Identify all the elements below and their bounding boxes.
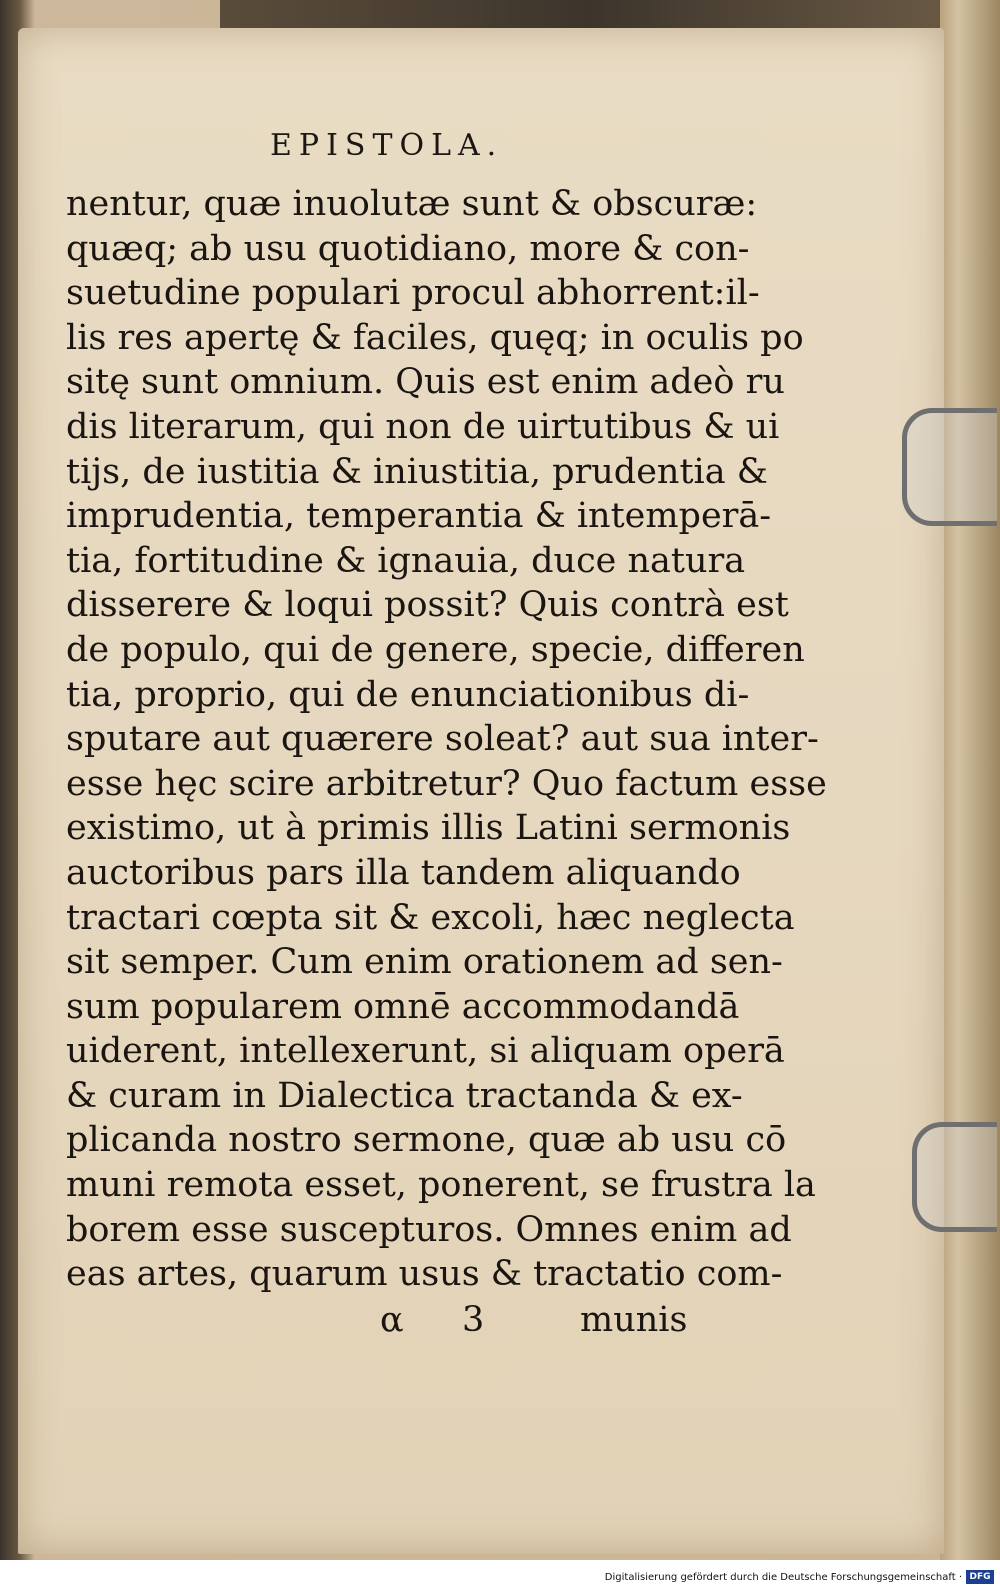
text-line: auctoribus pars illa tandem aliquando (66, 852, 741, 893)
page-clip-bottom (912, 1122, 997, 1232)
text-line: sitę sunt omnium. Quis est enim adeò ru (66, 362, 785, 403)
text-line: existimo, ut à primis illis Latini sermonis (66, 808, 791, 849)
signature-mark: α (380, 1300, 404, 1340)
running-head: EPISTOLA. (270, 128, 504, 163)
text-line: dis literarum, qui non de uirtutibus & ui (66, 406, 780, 447)
text-line: uiderent, intellexerunt, si aliquam operā (66, 1031, 785, 1072)
text-line: plicanda nostro sermone, quæ ab usu cō (66, 1120, 787, 1161)
text-line: & curam in Dialectica tractanda & ex- (66, 1075, 743, 1116)
text-line: disserere & loqui possit? Quis contrà est (66, 585, 789, 626)
text-line: esse hęc scire arbitretur? Quo factum esse (66, 763, 827, 804)
text-line: lis res apertę & faciles, quęq; in oculis po (66, 317, 804, 358)
text-line: borem esse suscepturos. Omnes enim ad (66, 1209, 792, 1250)
catchword: munis (580, 1300, 688, 1340)
dfg-logo-icon: DFG (966, 1570, 994, 1584)
page-clip-top (902, 408, 997, 526)
text-line: quæq; ab usu quotidiano, more & con- (66, 228, 750, 269)
text-line: tia, proprio, qui de enunciationibus di- (66, 674, 750, 715)
text-line: de populo, qui de genere, specie, differen (66, 629, 805, 670)
text-line: sputare aut quærere soleat? aut sua inter- (66, 719, 819, 760)
digitization-credit: Digitalisierung gefördert durch die Deutsche Forschungsgemeinschaft · (604, 1572, 962, 1583)
text-line: suetudine populari procul abhorrent:il- (66, 273, 760, 314)
text-line: imprudentia, temperantia & intemperā- (66, 496, 772, 537)
text-line: tia, fortitudine & ignauia, duce natura (66, 540, 746, 581)
page-number: 3 (462, 1300, 485, 1340)
page-footer (0, 1300, 1000, 1340)
text-line: eas artes, quarum usus & tractatio com- (66, 1254, 783, 1295)
text-line: tijs, de iustitia & iniustitia, prudentia & (66, 451, 768, 492)
text-block (66, 182, 827, 1297)
text-line: tractari cœpta sit & excoli, hæc neglecta (66, 897, 795, 938)
text-line: nentur, quæ inuolutæ sunt & obscuræ: (66, 184, 758, 224)
text-line: sum popularem omnē accommodandā (66, 986, 740, 1027)
text-line: sit semper. Cum enim orationem ad sen- (66, 942, 783, 983)
text-line: muni remota esset, ponerent, se frustra la (66, 1165, 816, 1206)
